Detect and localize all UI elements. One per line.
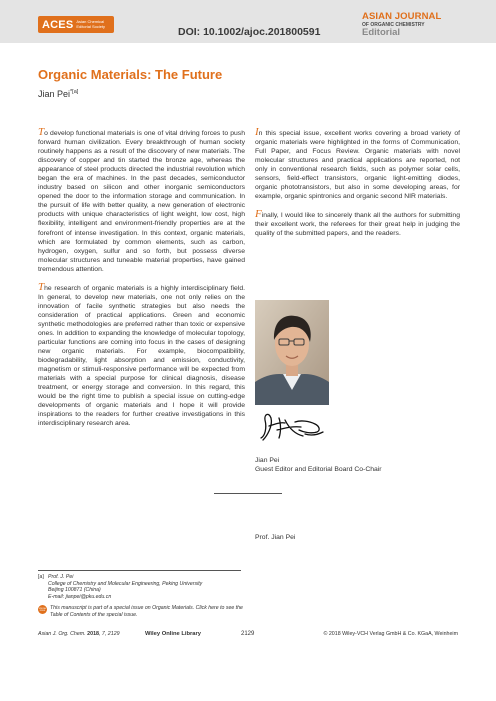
divider [214, 493, 282, 494]
photo-caption: Prof. Jian Pei [255, 534, 296, 541]
author-affiliation-mark[interactable]: *[a] [70, 89, 79, 95]
author-footnote [38, 574, 202, 600]
footer-journal: Asian J. Org. Chem. [38, 631, 86, 637]
journal-logo-line1: ASIAN JOURNAL [362, 11, 442, 22]
drop-cap: I [255, 126, 259, 138]
aces-logo [38, 16, 114, 33]
aces-acronym: ACES [42, 18, 74, 31]
right-column [255, 128, 460, 248]
left-column [38, 128, 245, 438]
handwritten-signature [255, 408, 329, 446]
paragraph-3 [255, 128, 460, 201]
journal-logo [362, 12, 458, 38]
paragraph-1 [38, 128, 245, 274]
paragraph-text: n this special issue, excellent works covering a broad variety of organic materials were highlighted in the forms of Communication, Full Paper, and Focus Review. Organic materials with novel molecular structures and practical applications are reported, not only in conventional research fields, such as polymer solar cells, sensors, field-effect transistors, organic light-emitting diodes, organic phototransistors, but also in some developing areas, for example, organic spintronics and organic second NIR materials. [255, 130, 460, 201]
drop-cap: F [255, 208, 262, 221]
paragraph-text: inally, I would like to sincerely thank all the authors for submitting their excellent work, the referees for their great help in judging the quality of the submitted papers, and the readers. [255, 212, 460, 238]
footnote-affiliation-1: College of Chemistry and Molecular Engineering, Peking University [48, 580, 203, 587]
paragraph-text: o develop functional materials is one of vital driving forces to push forward human civilization. Every breakthrough of human society routinely happens as a result of the discovery of new materials. The discovery of copper and tin started the bronze age, whereas the appearance of steel products directed the industrial revolution which began the era of machines. In the past decades, semiconductor industry based on silicon and other inorganic semiconductors opened the door to the information storage and communication. In the pursuit of life with better quality, a new generation of electronic products with unique characteristics of light weight, low cost, high flexibility, intelligent and environment-friendly properties are at the forefront of intense investigation. In this context, organic materials, which are formulated by common elements, such as carbon, hydrogen, oxygen, sulfur and so forth, but possess diverse molecular structures and tuneable material properties, have gained tremendous attention. [38, 130, 245, 273]
footnote-name-line [38, 574, 202, 581]
wiley-online-library-link[interactable]: Wiley Online Library [145, 631, 201, 637]
page-number: 2129 [241, 631, 255, 637]
paragraph-text: he research of organic materials is a highly interdisciplinary field. In general, to develop new materials, one not only relies on the innovation of facile synthetic strategies but also needs the consideration of practical applications. Green and economic synthetic methodologies are preferred rather than toxic or expensive ones. In addition to expanding the knowledge of molecular topology, particular functions are coming into focus in the cases of designing new organic materials. For example, biocompatibility, biodegradability, light absorption and emission, conductivity, magnetism or stimuli-responsive performance will be expected from materials with a special purpose for clinical diagnosis, disease treatment, or energy storage and conversion. In this regard, this would be the right time to publish a special issue on cutting-edge developments of organic materials and I hope it will provide inspirations to the readers for further creative investigations in this interdisciplinary research area. [38, 284, 245, 428]
special-issue-badge-icon [38, 605, 47, 614]
footnote-email[interactable]: E-mail: jianpei@pku.edu.cn [48, 593, 112, 600]
footnote-affiliation-2: Beijing 100871 (China) [48, 587, 101, 594]
paragraph-4 [255, 210, 460, 238]
author-name: Jian Pei [38, 89, 71, 99]
signature-caption [255, 456, 382, 474]
footnote-label: [a] [38, 574, 44, 580]
drop-cap: T [38, 280, 45, 293]
author-line [38, 89, 78, 99]
doi-text[interactable]: DOI: 10.1002/ajoc.201800591 [178, 26, 321, 38]
signature-role: Guest Editor and Editorial Board Co-Chair [255, 466, 382, 473]
copyright-notice: © 2018 Wiley-VCH Verlag GmbH & Co. KGaA, Weinheim [323, 631, 458, 637]
author-photo [255, 300, 329, 405]
special-issue-note[interactable]: This manuscript is part of a special issue on Organic Materials. Click here to see the Table of Contents of the special issue. [50, 605, 243, 618]
aces-subtitle: Asian Chemical Editorial Society [76, 19, 106, 29]
signature-name: Jian Pei [255, 457, 280, 464]
footer-volume-page: , 7, 2129 [98, 631, 120, 637]
journal-logo-line2: OF ORGANIC CHEMISTRY [362, 22, 425, 28]
article-title: Organic Materials: The Future [38, 67, 223, 82]
paragraph-2 [38, 280, 245, 429]
footer-citation [38, 631, 120, 637]
footnote-name: Prof. J. Pei [48, 574, 74, 580]
footnote-divider [38, 570, 241, 571]
editorial-label: Editorial [362, 27, 401, 38]
footer-year: 2018 [87, 631, 99, 637]
drop-cap: T [38, 126, 45, 138]
special-issue-badge-text: SPECIAL ISSUE [38, 607, 47, 612]
author-photo-illustration [255, 300, 329, 405]
